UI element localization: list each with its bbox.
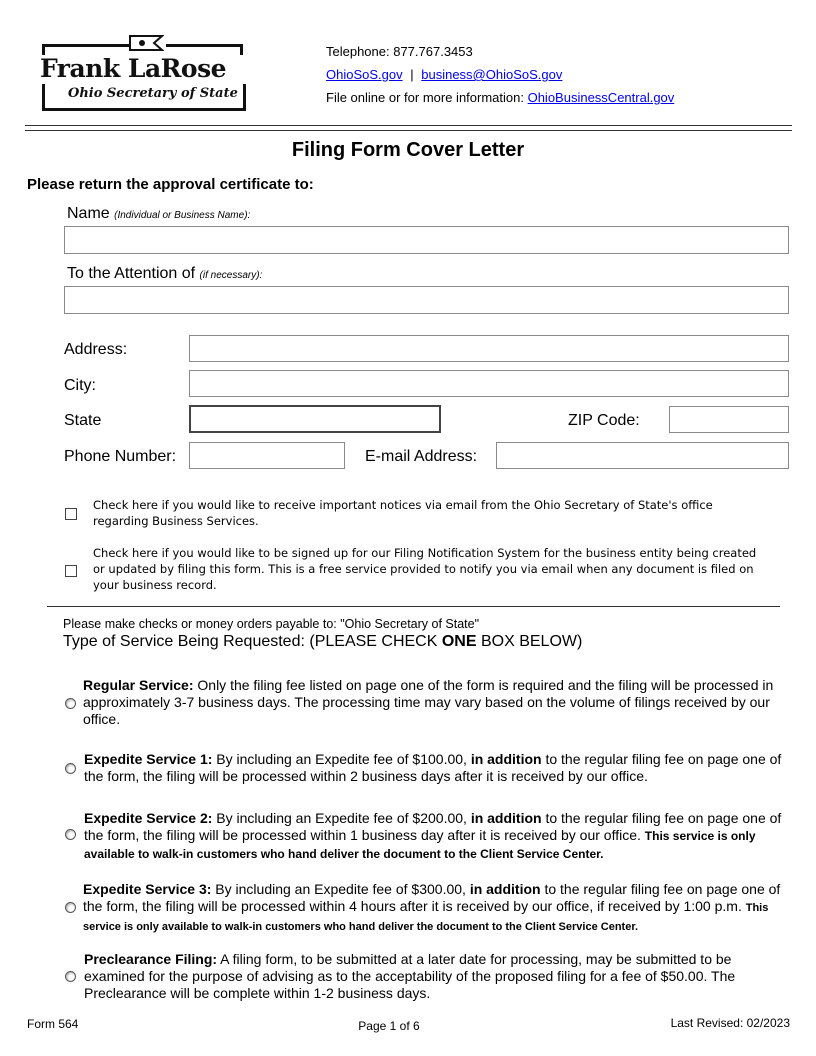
address-field[interactable] xyxy=(189,335,789,362)
address-label: Address: xyxy=(64,341,128,358)
expedite-2-title: Expedite Service 2: xyxy=(84,810,213,826)
city-label: City: xyxy=(64,377,96,394)
expedite-1-bold: in addition xyxy=(470,751,542,767)
phone-label: Phone Number: xyxy=(64,448,177,465)
file-online-line xyxy=(326,90,674,105)
service-heading-bold: ONE xyxy=(441,633,477,650)
business-central-link[interactable]: OhioBusinessCentral.gov xyxy=(527,90,675,105)
file-online-text: File online or for more information: xyxy=(326,90,528,105)
service-heading xyxy=(63,633,582,651)
phone-field[interactable] xyxy=(189,442,345,469)
telephone: Telephone: 877.767.3453 xyxy=(326,44,473,59)
attention-note: (if necessary): xyxy=(199,270,263,281)
state-field[interactable] xyxy=(189,405,441,433)
regular-service-text: Only the filing fee listed on page one of the form is required and the filing will be processed in approximately 3-7 business days. The processing time may vary based on the volume of filings received by our office. xyxy=(83,677,774,727)
expedite-service-1-radio[interactable] xyxy=(65,763,76,774)
preclearance-radio[interactable] xyxy=(65,971,76,982)
preclearance-text: A filing form, to be submitted at a later date for processing, may be submitted to be examined for the purpose of advising as to the acceptability of the proposed filing for a fee of $50.00. The Preclearance will be complete within 1-2 business days. xyxy=(84,951,736,1001)
service-heading-suffix: BOX BELOW) xyxy=(476,633,583,650)
zip-field[interactable] xyxy=(669,406,789,433)
email-link[interactable]: business@OhioSoS.gov xyxy=(421,67,563,82)
city-field[interactable] xyxy=(189,370,789,397)
zip-label: ZIP Code: xyxy=(568,412,640,429)
page-number: Page 1 of 6 xyxy=(358,1019,420,1033)
expedite-3-title: Expedite Service 3: xyxy=(83,881,212,897)
expedite-1-text-a: By including an Expedite fee of $100.00, xyxy=(212,751,471,767)
filing-notification-text: Check here if you would like to be signed up for our Filing Notification System for the business entity being created or updated by filing this form. This is a free service provided to notify you via email when any document is filed on your business record. xyxy=(93,546,757,592)
expedite-3-bold: in addition xyxy=(469,881,541,897)
regular-service-option xyxy=(83,677,783,728)
expedite-3-text-a: By including an Expedite fee of $300.00, xyxy=(211,881,470,897)
header-divider-top xyxy=(25,125,792,126)
preclearance-title: Preclearance Filing: xyxy=(84,951,218,967)
expedite-service-2-option xyxy=(84,810,784,863)
expedite-2-note: This service is only available to walk-in customers who hand deliver the document to the Client Service Center. xyxy=(84,829,756,861)
name-note: (Individual or Business Name): xyxy=(114,210,251,221)
website-link[interactable]: OhioSoS.gov xyxy=(326,67,403,82)
attention-label: To the Attention of xyxy=(67,265,196,282)
expedite-2-bold: in addition xyxy=(470,810,542,826)
email-notices-checkbox[interactable] xyxy=(65,508,77,520)
service-heading-prefix: Type of Service Being Requested: (PLEASE CHECK xyxy=(63,633,442,650)
state-label: State xyxy=(64,412,102,429)
logo-subtitle: Ohio Secretary of State xyxy=(68,86,238,101)
link-separator: | xyxy=(410,67,414,82)
section-divider xyxy=(47,606,780,607)
ohio-flag-icon xyxy=(128,34,164,52)
expedite-service-2-radio[interactable] xyxy=(65,829,76,840)
regular-service-title: Regular Service: xyxy=(83,677,194,693)
return-heading: Please return the approval certificate to: xyxy=(27,176,314,193)
email-notices-text: Check here if you would like to receive important notices via email from the Ohio Secretary of State's office regarding Business Services. xyxy=(93,498,713,528)
expedite-3-text-b: to the regular filing fee on page one of the form, the filing will be processed within 4 hours after it is received by our office, if received by 1:00 p.m. xyxy=(83,881,781,914)
logo xyxy=(38,34,248,114)
expedite-service-3-option xyxy=(83,881,789,936)
attention-label-row xyxy=(67,265,262,283)
payable-text: Please make checks or money orders payable to: "Ohio Secretary of State" xyxy=(63,617,480,631)
name-label-row xyxy=(67,205,250,223)
name-field[interactable] xyxy=(64,226,789,254)
form-number: Form 564 xyxy=(27,1017,79,1031)
last-revised: Last Revised: 02/2023 xyxy=(670,1016,790,1030)
expedite-service-1-option xyxy=(84,751,784,785)
form-title: Filing Form Cover Letter xyxy=(291,139,525,161)
expedite-1-title: Expedite Service 1: xyxy=(84,751,213,767)
expedite-3-note: This service is only available to walk-in customers who hand deliver the document to the Client Service Center. xyxy=(83,902,769,933)
regular-service-radio[interactable] xyxy=(65,698,76,709)
attention-field[interactable] xyxy=(64,286,789,314)
header-divider-bottom xyxy=(25,130,792,131)
logo-frame-bottom xyxy=(42,84,246,111)
contact-links xyxy=(326,67,562,82)
preclearance-option xyxy=(84,951,784,1002)
expedite-2-text-a: By including an Expedite fee of $200.00, xyxy=(212,810,471,826)
logo-name: Frank LaRose xyxy=(40,54,227,83)
expedite-2-text-b: to the regular filing fee on page one of the form, the filing will be processed within 1 business day after it is received by our office. xyxy=(84,810,782,843)
name-label: Name xyxy=(67,205,110,222)
email-label: E-mail Address: xyxy=(365,448,478,465)
expedite-1-text-b: to the regular filing fee on page one of the form, the filing will be processed within 2 business days after it is received by our office. xyxy=(84,751,782,784)
filing-notification-checkbox[interactable] xyxy=(65,565,77,577)
expedite-service-3-radio[interactable] xyxy=(65,902,76,913)
email-field[interactable] xyxy=(496,442,789,469)
